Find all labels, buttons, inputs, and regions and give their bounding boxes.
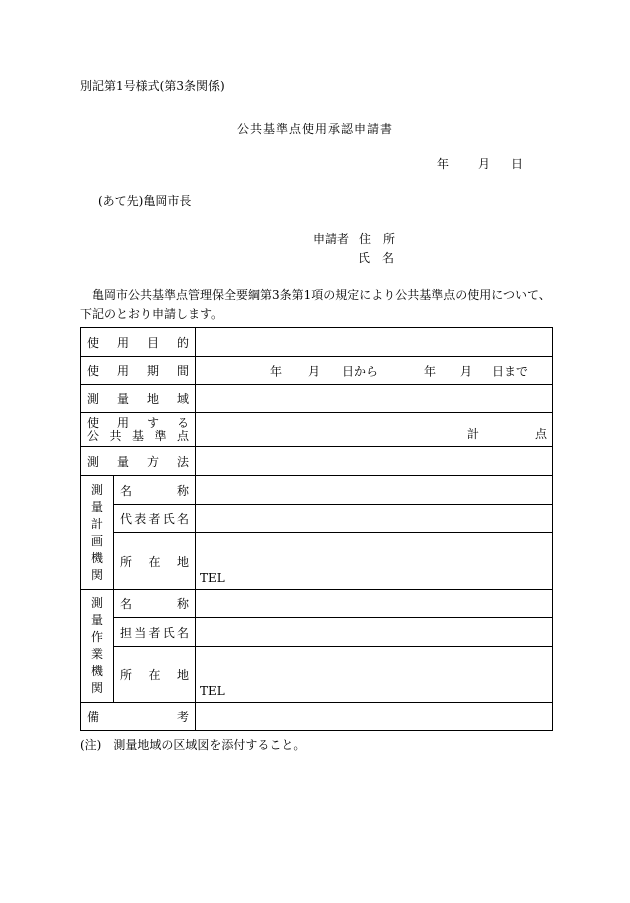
period-year-2: 年 [424, 364, 437, 378]
table-row [81, 647, 553, 703]
points-field[interactable] [196, 413, 553, 447]
work-location-label: 所 在 地 [114, 647, 196, 703]
points-label: 使 用 す る 公 共 基 準 点 [81, 413, 196, 447]
purpose-label: 使 用 目 的 [81, 328, 196, 357]
table-row [81, 385, 553, 413]
table-row [81, 590, 553, 618]
date-month: 月 [478, 157, 491, 171]
table-row [81, 476, 553, 505]
work-staff-label: 担 当 者 氏 名 [114, 618, 196, 647]
points-total: 計 [467, 427, 480, 441]
name-label: 氏 名 [358, 251, 395, 265]
body-text: 亀岡市公共基準点管理保全要綱第3条第1項の規定により公共基準点の使用について、下記のとおり申請します。 [80, 288, 551, 321]
applicant-address [313, 233, 395, 245]
application-table [80, 327, 553, 731]
plan-rep-label: 代 表 者 氏 名 [114, 505, 196, 533]
period-day-from: 日から [342, 364, 379, 378]
table-row [81, 328, 553, 357]
plan-location-field[interactable] [196, 533, 553, 590]
table-row [81, 533, 553, 590]
period-month-1: 月 [308, 364, 321, 378]
work-name-field[interactable] [196, 590, 553, 618]
purpose-field[interactable] [196, 328, 553, 357]
work-location-field[interactable] [196, 647, 553, 703]
date-line [437, 158, 523, 170]
plan-name-field[interactable] [196, 476, 553, 505]
plan-name-label: 名 称 [114, 476, 196, 505]
work-staff-field[interactable] [196, 618, 553, 647]
area-field[interactable] [196, 385, 553, 413]
date-year: 年 [437, 157, 450, 171]
points-unit: 点 [535, 427, 548, 441]
table-row [81, 505, 553, 533]
period-label: 使 用 期 間 [81, 357, 196, 385]
page-title: 公共基準点使用承認申請書 [236, 122, 393, 136]
footnote: (注) 測量地域の区域図を添付すること。 [80, 738, 306, 752]
plan-tel-label: TEL [200, 571, 225, 585]
method-field[interactable] [196, 447, 553, 476]
addressee: (あて先)亀岡市長 [98, 194, 192, 208]
table-row [81, 357, 553, 385]
address-label: 住 所 [359, 232, 396, 246]
work-org-label: 測 量 作 業 機 関 [81, 590, 114, 703]
table-row [81, 447, 553, 476]
period-month-2: 月 [460, 364, 473, 378]
area-label: 測 量 地 域 [81, 385, 196, 413]
remarks-field[interactable] [196, 703, 553, 731]
plan-location-label: 所 在 地 [114, 533, 196, 590]
remarks-label: 備 考 [81, 703, 196, 731]
plan-rep-field[interactable] [196, 505, 553, 533]
period-year-1: 年 [270, 364, 283, 378]
period-day-to: 日まで [492, 364, 529, 378]
form-number: 別記第1号様式(第3条関係) [80, 79, 225, 93]
date-day: 日 [511, 157, 524, 171]
table-row [81, 618, 553, 647]
period-field[interactable] [196, 357, 553, 385]
work-tel-label: TEL [200, 684, 225, 698]
applicant-prefix: 申請者 [313, 232, 350, 246]
table-row [81, 413, 553, 447]
work-name-label: 名 称 [114, 590, 196, 618]
plan-org-label: 測 量 計 画 機 関 [81, 476, 114, 590]
table-row [81, 703, 553, 731]
method-label: 測 量 方 法 [81, 447, 196, 476]
